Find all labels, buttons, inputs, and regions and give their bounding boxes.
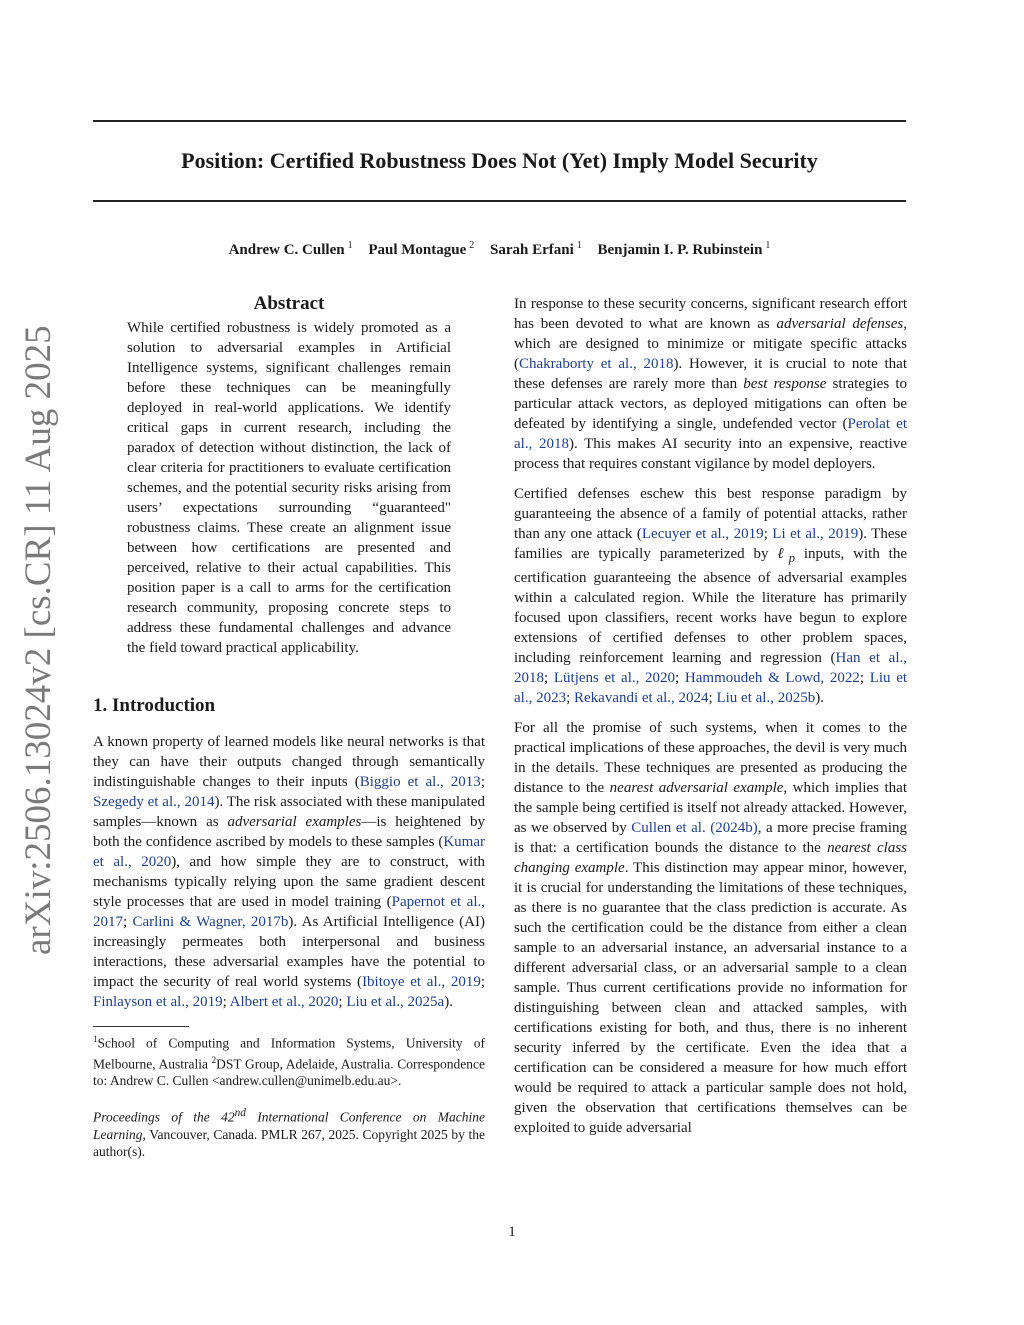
text-run: School of Computing and Information Systems, University of Melbourne, Australia — [93, 1035, 485, 1071]
text-run: ; — [338, 994, 347, 1010]
title-rule-top — [93, 120, 906, 122]
text-run: Certified defenses eschew this best response paradigm by guaranteeing the absence of a family of potential attacks, rather than any one attack ( — [514, 486, 907, 542]
text-run: —is heightened by both the confidence ascribed by models to these samples ( — [93, 814, 485, 850]
text-run: inputs, with the certification guaranteeing the absence of adversarial examples within a calculated region. While the literature has primarily focused upon classifiers, recent works have begun to explore extensions of certified defenses to other problem spaces, including reinforcement learning and regression ( — [514, 546, 908, 666]
author — [229, 242, 353, 258]
text-run: ; — [675, 670, 685, 686]
body-paragraph — [514, 294, 907, 474]
citation-link[interactable]: Cullen et al. (2024b) — [631, 820, 758, 836]
text-run: , which implies that the sample being certified is itself not already attacked. However, as we observed by — [514, 780, 907, 836]
emphasis-term: nearest class changing example — [514, 840, 907, 876]
text-run: ; — [123, 914, 133, 930]
body-paragraph — [514, 718, 907, 1138]
body-paragraph — [514, 484, 907, 708]
citation-link[interactable]: Perolat et al., 2018 — [514, 416, 907, 452]
author-affiliation: 1 — [765, 240, 771, 251]
page-number: 1 — [508, 1224, 516, 1240]
intro-paragraph — [93, 732, 485, 1012]
citation-link[interactable]: Lecuyer et al., 2019 — [641, 526, 764, 542]
citation-link[interactable]: Li et al., 2019 — [772, 526, 859, 542]
text-run: ; — [708, 690, 717, 706]
text-run: ). As Artificial Intelligence (AI) increasingly permeates both interpersonal and business interactions, these adversarial examples have the potential to impact the security of real world systems ( — [93, 914, 485, 990]
text-run: DST Group, Adelaide, Australia. Correspondence to: Andrew C. Cullen <andrew.cullen@unimelb.edu.au>. — [93, 1056, 485, 1088]
left-column — [93, 292, 485, 1160]
citation-link[interactable]: Carlini & Wagner, 2017b — [132, 914, 289, 930]
text-run: , which are designed to minimize or mitigate specific attacks ( — [514, 316, 907, 372]
emphasis-term: adversarial examples — [227, 814, 362, 830]
abstract-heading: Abstract — [253, 293, 325, 314]
ordinal-suffix: nd — [234, 1107, 246, 1119]
footnote-marker: 1 — [93, 1034, 98, 1044]
proceedings-note — [93, 1105, 485, 1160]
text-run: A known property of learned models like neural networks is that they can have their outputs changed through semantically indistinguishable changes to their inputs ( — [93, 734, 485, 790]
abstract-text: While certified robustness is widely promoted as a solution to adversarial examples in Artificial Intelligence systems, significant challenges remain before these techniques can be meaningfully deployed in real-world applications. We identify critical gaps in current research, including the paradox of detection without distinction, the lack of clear criteria for practitioners to evaluate certification schemes, and the potential security risks arising from users’ expectations surrounding “guaranteed" robustness claims. These create an alignment issue between how certifications are presented and perceived, relative to their actual capabilities. This position paper is a call to arms for the certification research community, proposing concrete steps to address these fundamental challenges and advance the field toward practical applicability. — [127, 320, 451, 656]
text-run: ). — [815, 690, 824, 706]
text-run: In response to these security concerns, significant research effort has been devoted to what are known as — [514, 296, 907, 332]
citation-link[interactable]: Han et al., 2018 — [514, 650, 907, 686]
text-run: , a more precise framing is that: a certification bounds the distance to the — [514, 820, 908, 856]
section-heading-introduction: 1. Introduction — [93, 695, 216, 716]
author — [490, 242, 582, 258]
emphasis-term: Proceedings of the — [93, 1109, 222, 1125]
text-run: ). These families are typically parameterized by — [514, 526, 907, 562]
text-run: ; — [566, 690, 574, 706]
author-affiliation: 1 — [347, 240, 353, 251]
text-run: ). The risk associated with these manipulated samples—known as — [93, 794, 485, 830]
text-run: ), and how simple they are to construct, with mechanisms typically relying upon the same gradient descent style processes that are used in model training ( — [93, 854, 485, 910]
text-run: ; — [222, 994, 230, 1010]
citation-link[interactable]: Hammoudeh & Lowd, 2022 — [684, 670, 860, 686]
text-run: . This distinction may appear minor, however, it is crucial for understanding the limitations of these techniques, as there is no guarantee that the class prediction is accurate. As such the certification could be the distance from either a clean sample to an adversarial instance, an adversarial instance to a different adversarial class, or an adversarial sample to a clean sample. Thus current certifications provide no information for distinguishing between clean and attacked samples, with certifications existing for both, and thus, there is no inherent security inferred by the certificate. Even the idea that a certification can be considered a measure for how much effort would be required to attack a particular sample does not hold, given the observation that certifications themselves can be exploited to guide adversarial — [514, 860, 907, 1136]
citation-link[interactable]: Biggio et al., 2013 — [359, 774, 481, 790]
emphasis-term: 42 — [221, 1109, 235, 1125]
text-run: ; — [480, 974, 485, 990]
author-affiliation: 2 — [469, 240, 475, 251]
emphasis-term: best response — [743, 376, 827, 392]
math-symbol: ℓ — [777, 546, 789, 562]
title-rule-bottom — [93, 200, 906, 202]
text-run: ; — [763, 526, 773, 542]
footnote-marker: 2 — [211, 1054, 217, 1065]
author-affiliation: 1 — [576, 240, 582, 251]
citation-link[interactable]: Rekavandi et al., 2024 — [574, 690, 709, 706]
math-subscript: p — [788, 551, 795, 565]
paper-title: Position: Certified Robustness Does Not (Yet) Imply Model Security — [181, 148, 818, 173]
arxiv-identifier-stamp[interactable]: arXiv:2506.13024v2 [cs.CR] 11 Aug 2025 — [18, 325, 59, 955]
affiliation-footnote — [93, 1031, 485, 1089]
author-list — [93, 236, 906, 260]
citation-link[interactable]: Liu et al., 2025a — [346, 994, 445, 1010]
text-run: ; — [859, 670, 870, 686]
text-run: ; — [480, 774, 485, 790]
author — [598, 242, 771, 258]
author-name: Andrew C. Cullen — [228, 242, 345, 258]
emphasis-term: nearest adversarial example — [609, 780, 784, 796]
footnote-rule — [93, 1026, 189, 1027]
author-name: Benjamin I. P. Rubinstein — [597, 242, 763, 258]
citation-link[interactable]: Chakraborty et al., 2018 — [519, 356, 674, 372]
text-run: strategies to particular attack vectors, as deployed mitigations can often be defeated by identifying a single, undefended vector ( — [514, 376, 907, 432]
citation-link[interactable]: Szegedy et al., 2014 — [93, 794, 215, 810]
emphasis-term: International Conference on Machine Learning — [93, 1109, 485, 1142]
text-run: For all the promise of such systems, when it comes to the practical implications of these approaches, the devil is very much in the details. These techniques are presented as producing the distance to the — [514, 720, 907, 796]
citation-link[interactable]: Albert et al., 2020 — [229, 994, 339, 1010]
author — [368, 242, 474, 258]
text-run: ). — [444, 994, 453, 1010]
author-name: Paul Montague — [368, 242, 467, 258]
text-run: ). However, it is crucial to note that these defenses are rarely more than — [514, 356, 908, 392]
citation-link[interactable]: Finlayson et al., 2019 — [93, 994, 223, 1010]
citation-link[interactable]: Liu et al., 2025b — [716, 690, 816, 706]
citation-link[interactable]: Lütjens et al., 2020 — [553, 670, 676, 686]
text-run: ). This makes AI security into an expensive, reactive process that requires constant vigilance by model deployers. — [514, 436, 907, 472]
citation-link[interactable]: Papernot et al., 2017 — [93, 894, 485, 930]
citation-link[interactable]: Kumar et al., 2020 — [93, 834, 485, 870]
emphasis-term: adversarial defenses — [776, 316, 904, 332]
text-run: ; — [544, 670, 554, 686]
text-run: , Vancouver, Canada. PMLR 267, 2025. Copyright 2025 by the author(s). — [93, 1126, 485, 1159]
citation-link[interactable]: Ibitoye et al., 2019 — [362, 974, 481, 990]
right-column — [514, 294, 907, 1138]
author-name: Sarah Erfani — [490, 242, 574, 258]
citation-link[interactable]: Liu et al., 2023 — [514, 670, 908, 706]
